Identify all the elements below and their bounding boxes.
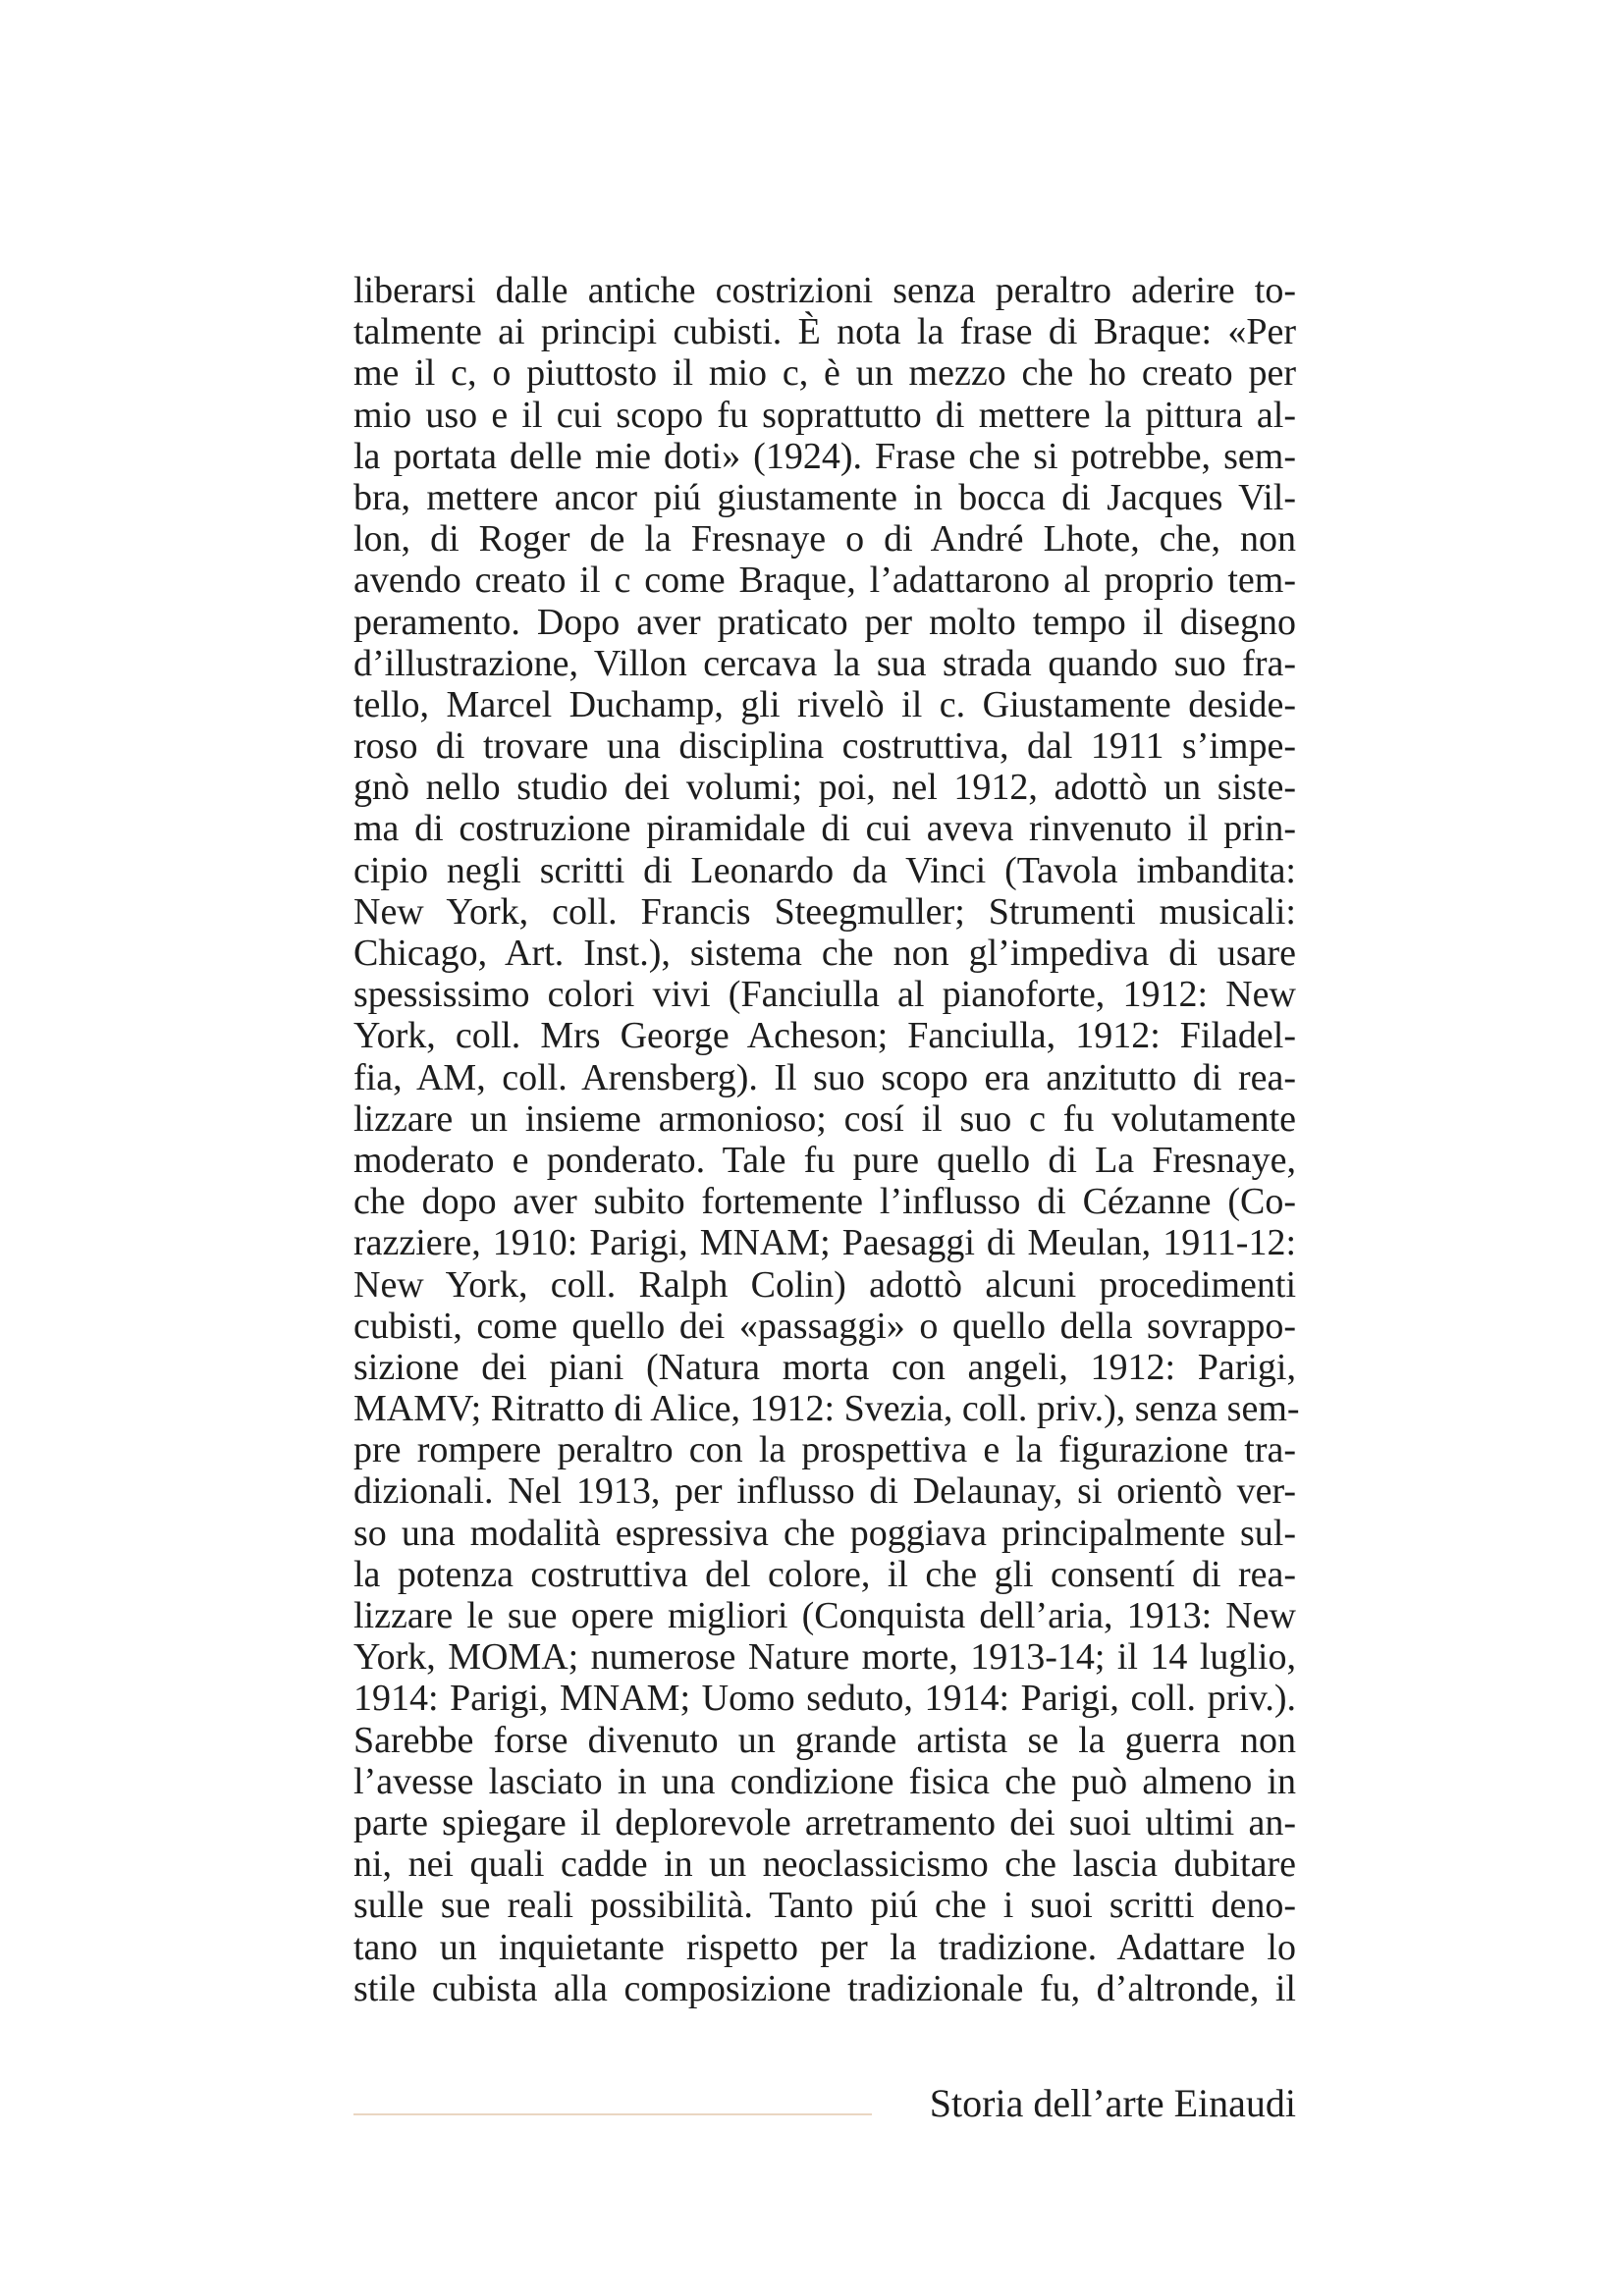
text-line: avendo creato il c come Braque, l’adattarono al proprio tem- — [353, 560, 1296, 602]
text-line: tello, Marcel Duchamp, gli rivelò il c. Giustamente deside- — [353, 683, 1296, 725]
text-line: la portata delle mie doti» (1924). Frase che si potrebbe, sem- — [353, 435, 1296, 477]
text-line: peramento. Dopo aver praticato per molto tempo il disegno — [353, 601, 1296, 643]
footer-title: Storia dell’arte Einaudi — [929, 2081, 1296, 2125]
text-line: roso di trovare una disciplina costruttiva, dal 1911 s’impe- — [353, 725, 1296, 768]
text-line: talmente ai principi cubisti. È nota la frase di Braque: «Per — [353, 311, 1296, 353]
text-line: New York, coll. Ralph Colin) adottò alcuni procedimenti — [353, 1263, 1296, 1306]
text-line: mio uso e il cui scopo fu soprattutto di mettere la pittura al- — [353, 394, 1296, 436]
text-line: che dopo aver subito fortemente l’influsso di Cézanne (Co- — [353, 1181, 1296, 1223]
body-text — [353, 270, 1300, 2009]
text-line: Sarebbe forse divenuto un grande artista se la guerra non — [353, 1719, 1296, 1761]
text-line: lon, di Roger de la Fresnaye o di André Lhote, che, non — [353, 518, 1296, 561]
text-line: d’illustrazione, Villon cercava la sua strada quando suo fra- — [353, 642, 1296, 684]
text-line: lizzare le sue opere migliori (Conquista dell’aria, 1913: New — [353, 1595, 1296, 1636]
text-line: razziere, 1910: Parigi, MNAM; Paesaggi di Meulan, 1911-12: — [353, 1222, 1296, 1264]
text-line: York, MOMA; numerose Nature morte, 1913-14; il 14 luglio, — [353, 1636, 1296, 1679]
text-line: bra, mettere ancor piú giustamente in bocca di Jacques Vil- — [353, 476, 1296, 518]
text-line: cipio negli scritti di Leonardo da Vinci (Tavola imbandita: — [353, 849, 1296, 891]
text-line: York, coll. Mrs George Acheson; Fanciulla, 1912: Filadel- — [353, 1015, 1296, 1057]
text-line: parte spiegare il deplorevole arretramento dei suoi ultimi an- — [353, 1801, 1296, 1843]
text-line: gnò nello studio dei volumi; poi, nel 1912, adottò un siste- — [353, 767, 1296, 809]
text-line: ni, nei quali cadde in un neoclassicismo che lascia dubitare — [353, 1843, 1296, 1886]
text-line: pre rompere peraltro con la prospettiva e la figurazione tra- — [353, 1429, 1296, 1471]
text-line: ma di costruzione piramidale di cui aveva rinvenuto il prin- — [353, 808, 1296, 850]
text-line: dizionali. Nel 1913, per influsso di Delaunay, si orientò ver- — [353, 1470, 1296, 1513]
text-line: cubisti, come quello dei «passaggi» o quello della sovrappo- — [353, 1305, 1296, 1347]
text-line: stile cubista alla composizione tradizionale fu, d’altronde, il — [353, 1967, 1296, 2009]
text-line: moderato e ponderato. Tale fu pure quello di La Fresnaye, — [353, 1139, 1296, 1181]
text-line: liberarsi dalle antiche costrizioni senza peraltro aderire to- — [353, 270, 1296, 311]
text-line: MAMV; Ritratto di Alice, 1912: Svezia, coll. priv.), senza sem- — [353, 1388, 1300, 1430]
text-line: tano un inquietante rispetto per la tradizione. Adattare lo — [353, 1926, 1296, 1968]
text-line: 1914: Parigi, MNAM; Uomo seduto, 1914: Parigi, coll. priv.). — [353, 1678, 1296, 1720]
text-line: Chicago, Art. Inst.), sistema che non gl’impediva di usare — [353, 933, 1296, 974]
text-line: so una modalità espressiva che poggiava principalmente sul- — [353, 1512, 1296, 1554]
text-line: me il c, o piuttosto il mio c, è un mezzo che ho creato per — [353, 352, 1296, 395]
text-line: la potenza costruttiva del colore, il che gli consentí di rea- — [353, 1553, 1296, 1595]
text-line: l’avesse lasciato in una condizione fisica che può almeno in — [353, 1760, 1296, 1802]
text-line: sulle sue reali possibilità. Tanto piú che i suoi scritti deno- — [353, 1885, 1296, 1927]
text-line: spessissimo colori vivi (Fanciulla al pianoforte, 1912: New — [353, 974, 1296, 1016]
text-line: fia, AM, coll. Arensberg). Il suo scopo era anzitutto di rea- — [353, 1056, 1296, 1098]
footer-rule — [353, 2113, 872, 2115]
text-line: lizzare un insieme armonioso; cosí il suo c fu volutamente — [353, 1097, 1296, 1140]
text-line: New York, coll. Francis Steegmuller; Strumenti musicali: — [353, 890, 1296, 933]
text-line: sizione dei piani (Natura morta con angeli, 1912: Parigi, — [353, 1346, 1296, 1388]
